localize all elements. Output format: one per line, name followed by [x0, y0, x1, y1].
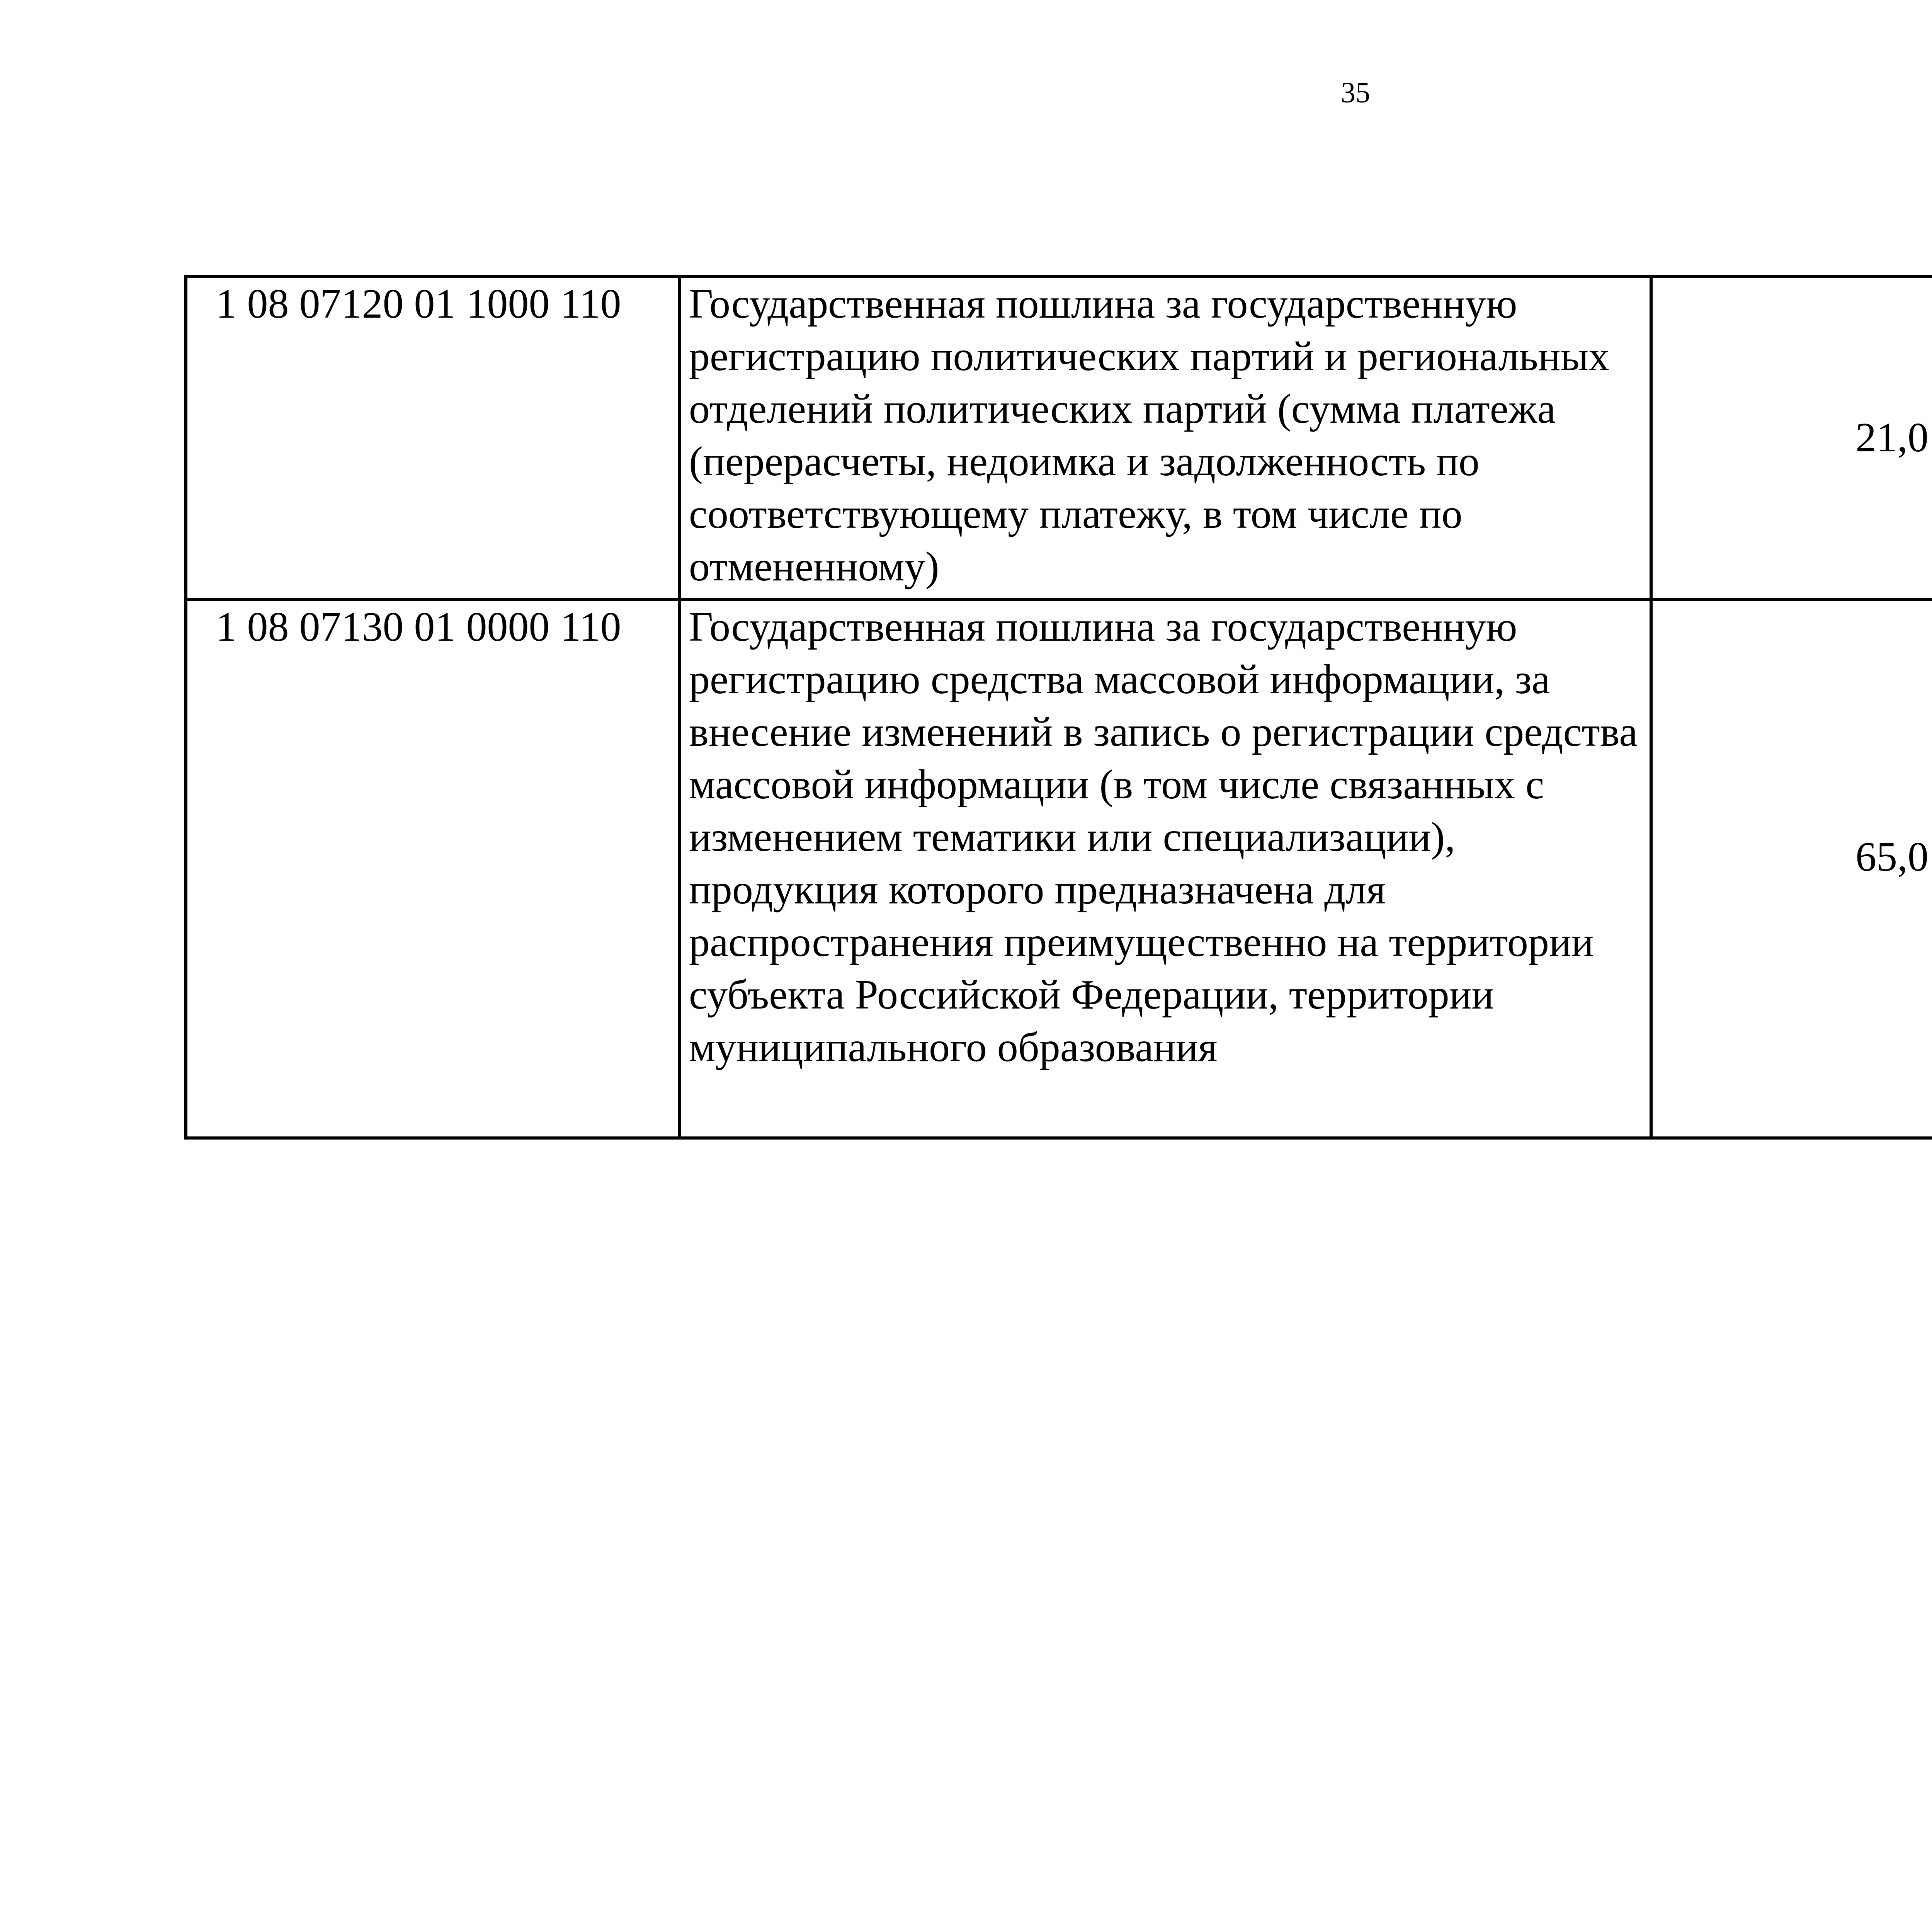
revenue-table [184, 275, 1932, 1140]
revenue-name-cell: Государственная пошлина за государственную регистрацию политических партий и региональных отделений политических партий (сумма платежа (перерасчеты, недоимка и задолженность по соответствующему платежу, в том числе по отмененному) [680, 276, 1651, 599]
budget-code-cell: 1 08 07120 01 1000 110 [186, 276, 680, 599]
budget-code-cell: 1 08 07130 01 0000 110 [186, 599, 680, 1138]
revenue-name-cell: Государственная пошлина за государственную регистрацию средства массовой информации, за внесение изменений в запись о регистрации средства массовой информации (в том числе связанных с изменением тематики или специализации), продукция которого предназначена для распространения преимущественно на территории субъекта Российской Федерации, территории муниципального образования [680, 599, 1651, 1138]
table-row [186, 599, 1932, 1138]
amount-cell: 21,0 [1651, 276, 1932, 599]
table-row [186, 276, 1932, 599]
amount-cell: 65,0 [1651, 599, 1932, 1138]
page-number: 35 [1341, 77, 1370, 109]
